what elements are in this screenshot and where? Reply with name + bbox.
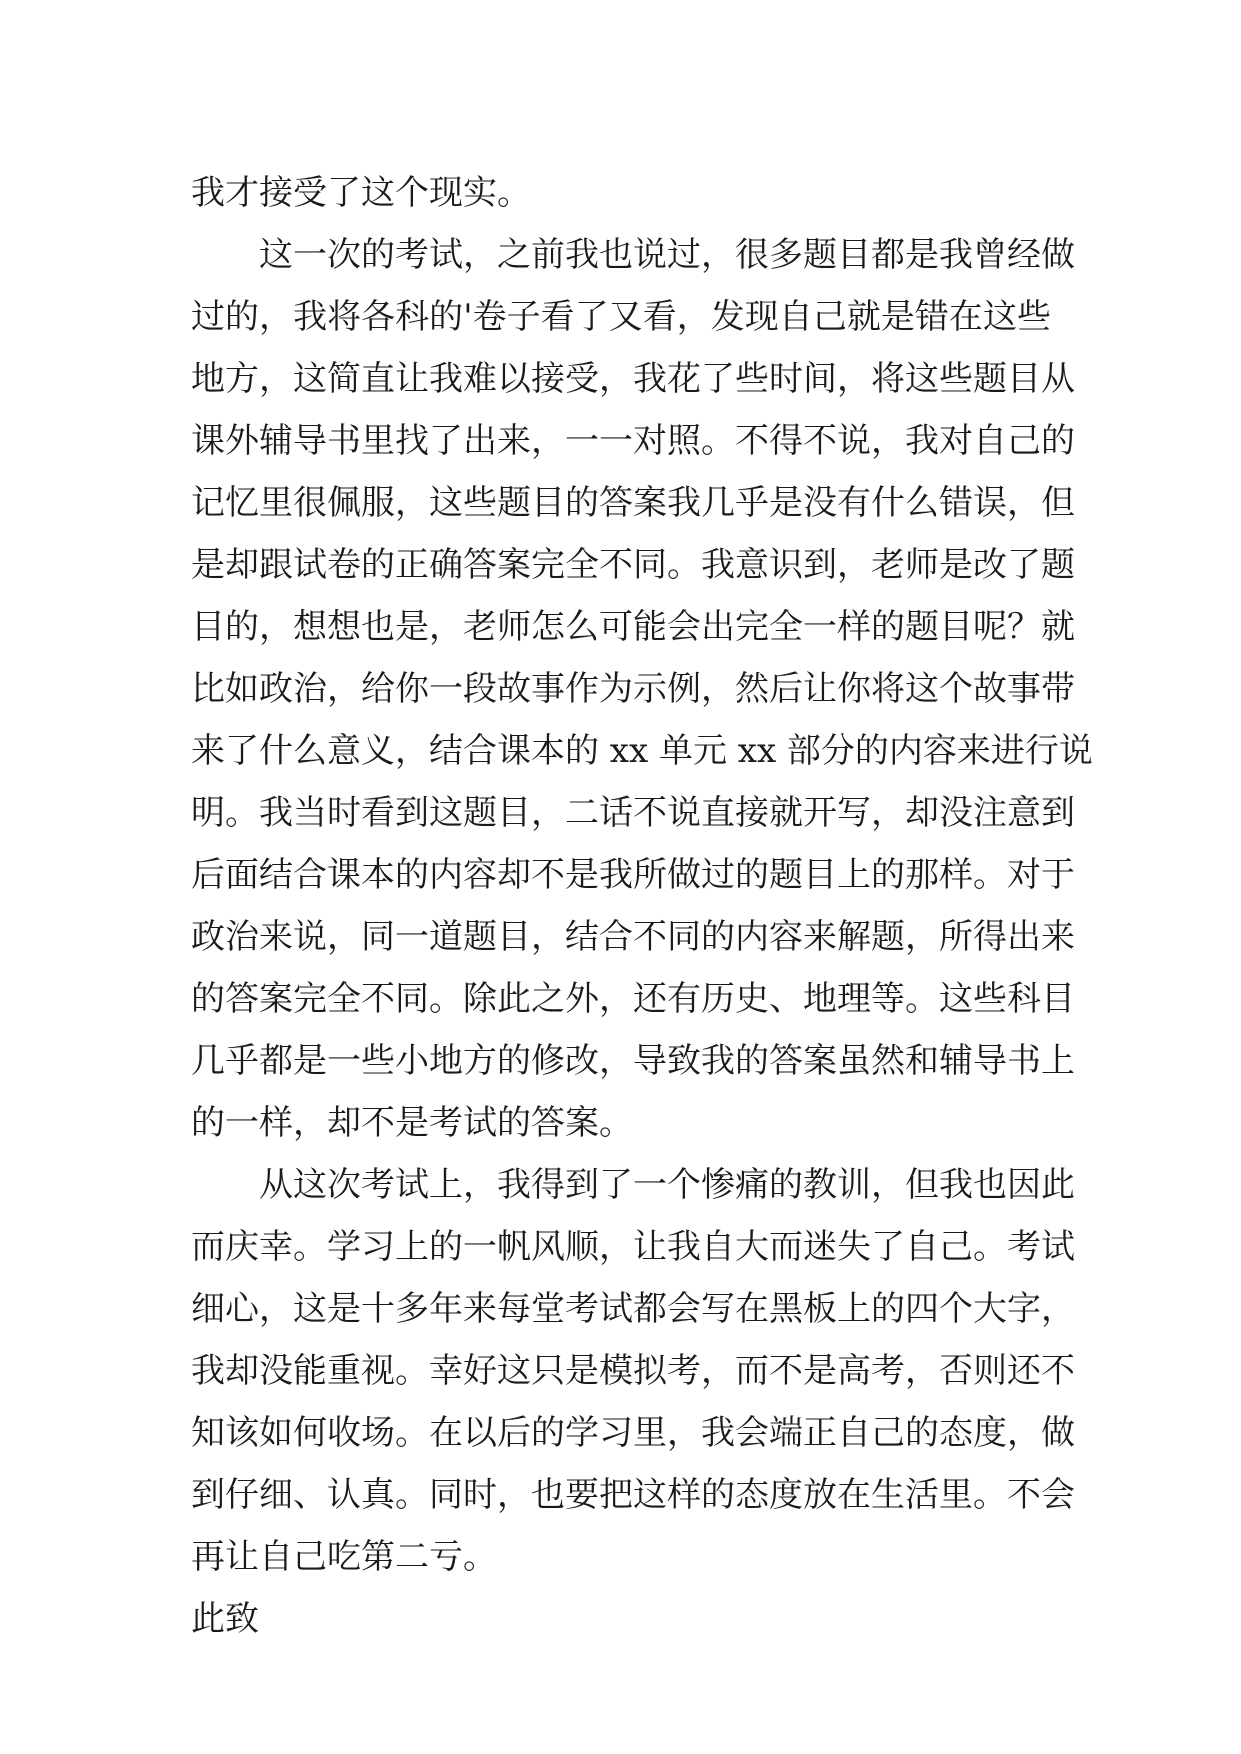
text-line: 比如政治，给你一段故事作为示例，然后让你将这个故事带 (191, 669, 1075, 709)
text-line: 细心，这是十多年来每堂考试都会写在黑板上的四个大字， (191, 1289, 1075, 1329)
text-line: 的一样，却不是考试的答案。 (191, 1103, 633, 1143)
text-line: 后面结合课本的内容却不是我所做过的题目上的那样。对于 (191, 855, 1075, 895)
text-line: 来了什么意义，结合课本的 xx 单元 xx 部分的内容来进行说 (191, 731, 1093, 771)
text-line: 到仔细、认真。同时，也要把这样的态度放在生活里。不会 (191, 1475, 1075, 1515)
text-line: 我却没能重视。幸好这只是模拟考，而不是高考，否则还不 (191, 1351, 1075, 1391)
text-line: 目的，想想也是，老师怎么可能会出完全一样的题目呢？就 (191, 607, 1075, 647)
text-line: 再让自己吃第二亏。 (191, 1537, 497, 1577)
text-line: 而庆幸。学习上的一帆风顺，让我自大而迷失了自己。考试 (191, 1227, 1075, 1267)
text-line: 从这次考试上，我得到了一个惨痛的教训，但我也因此 (191, 1165, 1075, 1205)
text-line: 我才接受了这个现实。 (191, 173, 531, 213)
text-line: 课外辅导书里找了出来，一一对照。不得不说，我对自己的 (191, 421, 1075, 461)
text-line: 是却跟试卷的正确答案完全不同。我意识到，老师是改了题 (191, 545, 1075, 585)
text-line: 地方，这简直让我难以接受，我花了些时间，将这些题目从 (191, 359, 1075, 399)
text-line: 政治来说，同一道题目，结合不同的内容来解题，所得出来 (191, 917, 1075, 957)
text-line: 过的，我将各科的'卷子看了又看，发现自己就是错在这些 (191, 297, 1051, 337)
text-line: 明。我当时看到这题目，二话不说直接就开写，却没注意到 (191, 793, 1075, 833)
text-line: 记忆里很佩服，这些题目的答案我几乎是没有什么错误，但 (191, 483, 1075, 523)
text-line: 几乎都是一些小地方的修改，导致我的答案虽然和辅导书上 (191, 1041, 1075, 1081)
text-line: 这一次的考试，之前我也说过，很多题目都是我曾经做 (191, 235, 1075, 275)
document-body (191, 162, 1093, 1650)
closing-salutation: 此致 (191, 1599, 259, 1639)
text-line: 的答案完全不同。除此之外，还有历史、地理等。这些科目 (191, 979, 1075, 1019)
text-line: 知该如何收场。在以后的学习里，我会端正自己的态度，做 (191, 1413, 1075, 1453)
